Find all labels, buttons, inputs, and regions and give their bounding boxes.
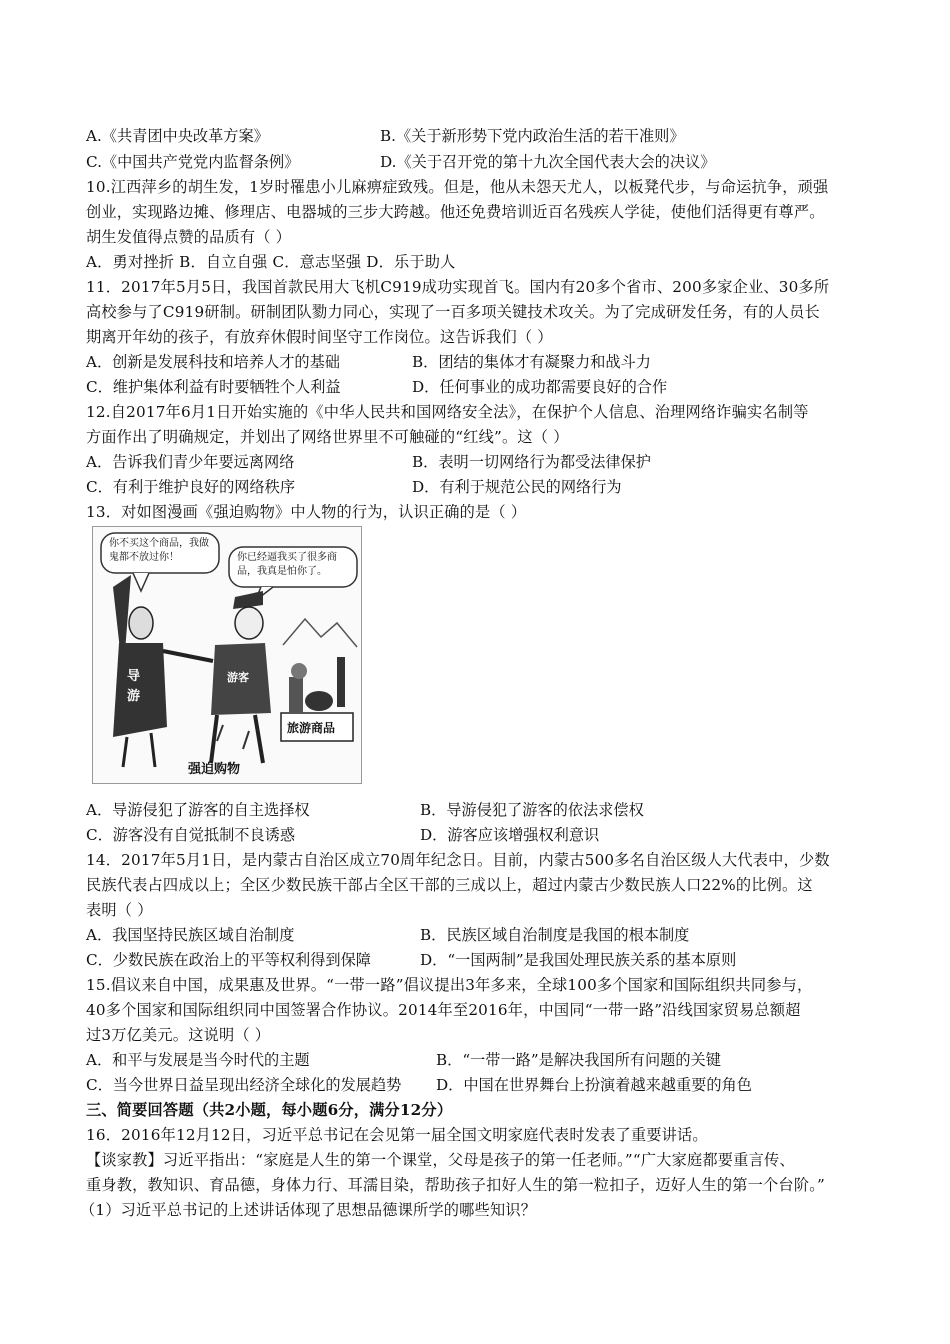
q11-option-d: D．任何事业的成功都需要良好的合作 bbox=[412, 378, 668, 396]
q15-stem-line2: 40多个国家和国际组织同中国签署合作协议。2014年至2016年，中国同“一带一路”沿线国家贸易总额超 bbox=[86, 1001, 801, 1019]
tourist-label: 游客 bbox=[227, 671, 249, 684]
q13-option-a: A．导游侵犯了游客的自主选择权 bbox=[86, 801, 310, 819]
q16-stem-line1: 16．2016年12月12日，习近平总书记在会见第一届全国文明家庭代表时发表了重要讲话。 bbox=[86, 1126, 708, 1144]
speech-bubble-left-text: 你不买这个商品，我做鬼都不放过你！ bbox=[109, 538, 209, 563]
q12-option-a: A．告诉我们青少年要远离网络 bbox=[86, 453, 295, 471]
q15-option-b: B．“一带一路”是解决我国所有问题的关键 bbox=[436, 1051, 721, 1069]
q15-option-c: C．当今世界日益呈现出经济全球化的发展趋势 bbox=[86, 1076, 402, 1094]
q14-option-d: D．“一国两制”是我国处理民族关系的基本原则 bbox=[420, 951, 737, 969]
q14-option-b: B．民族区域自治制度是我国的根本制度 bbox=[420, 926, 690, 944]
guide-label: 导游 bbox=[127, 669, 141, 704]
q14-stem-line1: 14．2017年5月1日，是内蒙古自治区成立70周年纪念日。目前，内蒙古500多名自治区级人大代表中，少数 bbox=[86, 851, 830, 869]
q9-option-a: A.《共青团中央改革方案》 bbox=[86, 127, 269, 145]
q13-stem: 13．对如图漫画《强迫购物》中人物的行为，认识正确的是（ ） bbox=[86, 503, 527, 521]
cartoon-caption: 强迫购物 bbox=[188, 762, 241, 777]
q10-stem-line2: 创业，实现路边摊、修理店、电器城的三步大跨越。他还免费培训近百名残疾人学徒，使他们活得更有尊严。 bbox=[86, 203, 825, 221]
q14-option-c: C．少数民族在政治上的平等权利得到保障 bbox=[86, 951, 371, 969]
section3-heading: 三、简要回答题（共2小题，每小题6分，满分12分） bbox=[86, 1101, 453, 1119]
q13-option-c: C．游客没有自觉抵制不良诱惑 bbox=[86, 826, 296, 844]
q11-option-c: C．维护集体利益有时要牺牲个人利益 bbox=[86, 378, 341, 396]
q12-stem-line1: 12.自2017年6月1日开始实施的《中华人民共和国网络安全法》，在保护个人信息、治理网络诈骗实名制等 bbox=[86, 403, 809, 421]
speech-bubble-right-text: 你已经逼我买了很多商品，我真是怕你了。 bbox=[237, 552, 337, 577]
q12-option-b: B．表明一切网络行为都受法律保护 bbox=[412, 453, 651, 471]
q9-option-d: D.《关于召开党的第十九次全国代表大会的决议》 bbox=[380, 153, 716, 171]
q15-option-a: A．和平与发展是当今时代的主题 bbox=[86, 1051, 310, 1069]
q10-stem-line1: 10.江西萍乡的胡生发，1岁时罹患小儿麻痹症致残。但是，他从未怨天尤人，以板凳代步，与命运抗争，顽强 bbox=[86, 178, 829, 196]
q11-stem-line3: 期离开年幼的孩子，有放弃休假时间坚守工作岗位。这告诉我们（ ） bbox=[86, 328, 553, 346]
goods-label: 旅游商品 bbox=[287, 721, 336, 735]
q15-option-d: D．中国在世界舞台上扮演着越来越重要的角色 bbox=[436, 1076, 752, 1094]
q9-option-b: B.《关于新形势下党内政治生活的若干准则》 bbox=[380, 127, 685, 145]
q11-option-a: A．创新是发展科技和培养人才的基础 bbox=[86, 353, 340, 371]
q16-stem-line2: 【谈家教】习近平指出：“家庭是人生的第一个课堂，父母是孩子的第一任老师。”“广大家庭都要重言传、 bbox=[86, 1151, 795, 1169]
q13-option-b: B．导游侵犯了游客的依法求偿权 bbox=[420, 801, 644, 819]
q10-stem-line3: 胡生发值得点赞的品质有（ ） bbox=[86, 228, 292, 246]
q15-stem-line1: 15.倡议来自中国，成果惠及世界。“一带一路”倡议提出3年多来，全球100多个国家和国际组织共同参与， bbox=[86, 976, 813, 994]
q9-option-c: C.《中国共产党党内监督条例》 bbox=[86, 153, 300, 171]
cartoon-forced-shopping bbox=[92, 526, 362, 784]
q12-stem-line2: 方面作出了明确规定，并划出了网络世界里不可触碰的“红线”。这（ ） bbox=[86, 428, 569, 446]
q11-stem-line2: 高校参与了C919研制。研制团队勠力同心，实现了一百多项关键技术攻关。为了完成研发任务，有的人员长 bbox=[86, 303, 820, 321]
q15-stem-line3: 过3万亿美元。这说明（ ） bbox=[86, 1026, 271, 1044]
q13-option-d: D．游客应该增强权利意识 bbox=[420, 826, 600, 844]
q10-options: A．勇对挫折 B．自立自强 C．意志坚强 D．乐于助人 bbox=[86, 253, 456, 271]
q14-stem-line2: 民族代表占四成以上；全区少数民族干部占全区干部的三成以上，超过内蒙古少数民族人口22%的比例。这 bbox=[86, 876, 813, 894]
q14-option-a: A．我国坚持民族区域自治制度 bbox=[86, 926, 295, 944]
q14-stem-line3: 表明（ ） bbox=[86, 901, 153, 919]
q11-option-b: B．团结的集体才有凝聚力和战斗力 bbox=[412, 353, 651, 371]
q12-option-d: D．有利于规范公民的网络行为 bbox=[412, 478, 622, 496]
q12-option-c: C．有利于维护良好的网络秩序 bbox=[86, 478, 296, 496]
q11-stem-line1: 11．2017年5月5日，我国首款民用大飞机C919成功实现首飞。国内有20多个省市、200多家企业、30多所 bbox=[86, 278, 830, 296]
q16-stem-line3: 重身教，教知识、育品德，身体力行、耳濡目染，帮助孩子扣好人生的第一粒扣子，迈好人生的第一个台阶。” bbox=[86, 1176, 825, 1194]
q16-sub1: （1）习近平总书记的上述讲话体现了思想品德课所学的哪些知识？ bbox=[80, 1201, 537, 1219]
